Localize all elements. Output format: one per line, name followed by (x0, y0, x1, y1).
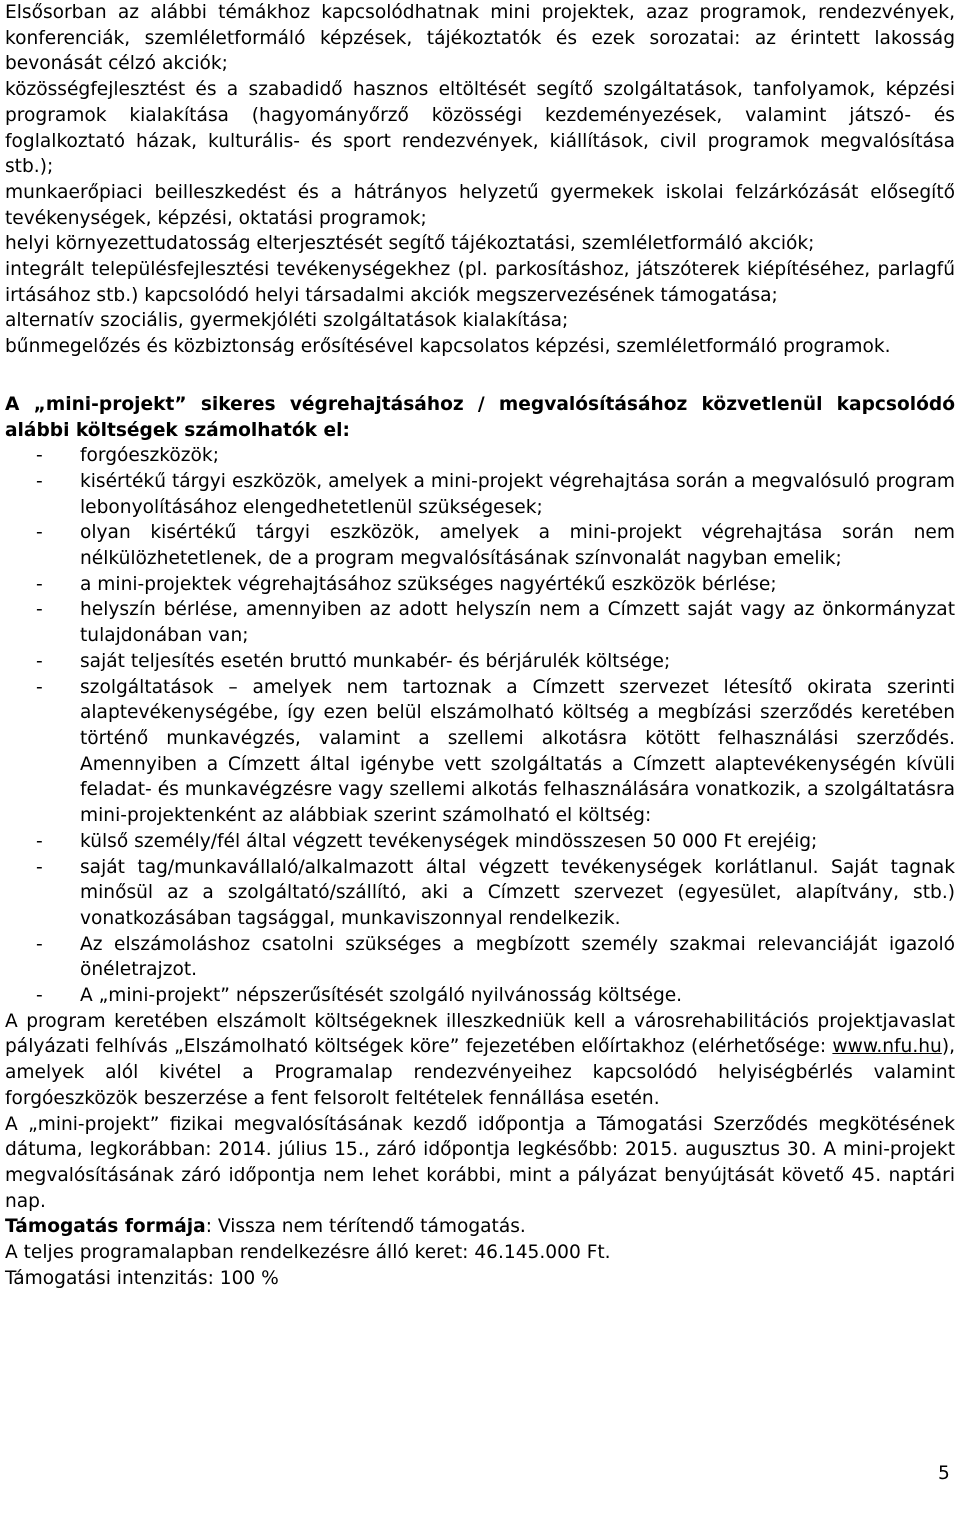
list-item-text: saját tag/munkavállaló/alkalmazott által végzett tevékenységek korlátlanul. Saját tagnak minősül az a szolgáltató/szállító, aki a Címzett szervezet (egyesület, alapítvány, stb.) vonatkozásában tagsággal, munkaviszonnyal rendelkezik. (80, 856, 955, 929)
list-item (5, 572, 955, 598)
intro-paragraph: alternatív szociális, gyermekjóléti szolgáltatások kialakítása; (5, 310, 569, 332)
list-item-text: Az elszámoláshoz csatolni szükséges a megbízott személy szakmai relevanciáját igazoló önéletrajzot. (80, 933, 955, 981)
list-item (5, 597, 955, 648)
list-item (5, 829, 955, 855)
list-item (5, 932, 955, 983)
intro-paragraph: helyi környezettudatosság elterjesztését segítő tájékoztatási, szemléletformáló akciók; (5, 233, 815, 255)
eligibility-text-after: ), amelyek alól kivétel a Programalap rendezvényeihez kapcsolódó helyiségbérlés valamint forgóeszközök beszerzése a fent felsorolt feltételek fennállása esetén. (5, 1036, 955, 1109)
intensity-line: Támogatási intenzitás: 100 % (5, 1267, 279, 1289)
support-form-value: : Vissza nem térítendő támogatás. (205, 1216, 526, 1238)
bullet-dash: - (36, 650, 43, 672)
intro-paragraph: Elsősorban az alábbi témákhoz kapcsolódhatnak mini projektek, azaz programok, rendezvények, konferenciák, szemléletformáló képzések, tájékoztatók és ezek sorozatai: az érintett lakosság bevonását célzó akciók; (5, 2, 955, 75)
bullet-dash: - (36, 985, 43, 1007)
bullet-dash: - (36, 933, 43, 955)
list-item-text: saját teljesítés esetén bruttó munkabér- és bérjárulék költsége; (80, 650, 671, 672)
bullet-dash: - (36, 573, 43, 595)
intro-paragraph: bűnmegelőzés és közbiztonság erősítésével kapcsolatos képzési, szemléletformáló programok. (5, 336, 891, 358)
timeline-paragraph: A „mini-projekt” fizikai megvalósításának kezdő időpontja a Támogatási Szerződés megkötésének dátuma, legkorábban: 2014. július 15., záró időpontja legkésőbb: 2015. augusztus 30. A mini-projekt megvalósításának záró időpontja nem lehet korábbi, mint a pályázat benyújtását követő 45. naptári nap. (5, 1113, 955, 1212)
intro-paragraph: közösségfejlesztést és a szabadidő hasznos eltöltését segítő szolgáltatások, tanfolyamok, képzési programok kialakítása (hagyományőrző közösségi kezdeményezések, valamint játszó- és foglalkoztató házak, kulturális- és sport rendezvények, kiállítások, civil programok megvalósítása stb.); (5, 79, 955, 178)
budget-line: A teljes programalapban rendelkezésre álló keret: 46.145.000 Ft. (5, 1242, 611, 1264)
intro-paragraph: integrált településfejlesztési tevékenységekhez (pl. parkosításhoz, játszóterek kiépítéséhez, parlagfű irtásához stb.) kapcsolódó helyi társadalmi akciók megszervezésének támogatása; (5, 259, 955, 306)
cost-list-b (5, 829, 955, 1009)
bullet-dash: - (36, 470, 43, 492)
list-item-text: A „mini-projekt” népszerűsítését szolgáló nyilvánosság költsége. (80, 985, 683, 1007)
intro-section (5, 0, 955, 360)
list-item-text: szolgáltatások – amelyek nem tartoznak a Címzett szervezet létesítő okirata szerinti alaptevékenységébe, így ezen belül elszámolható költség a megbízási szerződés keretében történő munkavégzés, valamint a szellemi alkotásra kötött felhasználási szerződés. Amennyiben a Címzett által igénybe vett szolgáltatás a Címzett alaptevékenységén kívüli feladat- és munkavégzésre vagy szellemi alkotás felhasználására vonatkozik, a szolgáltatásra mini-projektenként az alábbiak szerint számolható el költség: (80, 676, 955, 827)
list-item-text: a mini-projektek végrehajtásához szükséges nagyértékű eszközök bérlése; (80, 573, 777, 595)
list-item-text: forgóeszközök; (80, 445, 219, 467)
bullet-dash: - (36, 830, 43, 852)
bullet-dash: - (36, 676, 43, 698)
page-content (5, 0, 955, 1291)
list-item-text: külső személy/fél által végzett tevékenységek mindösszesen 50 000 Ft erejéig; (80, 830, 818, 852)
list-item (5, 469, 955, 520)
section-heading: A „mini-projekt” sikeres végrehajtásához / megvalósításához közvetlenül kapcsolódó alábbi költségek számolhatók el: (5, 393, 955, 441)
list-item (5, 983, 955, 1009)
list-item (5, 855, 955, 932)
cost-list-a (5, 443, 955, 829)
bullet-dash: - (36, 522, 43, 544)
intro-paragraph: munkaerőpiaci beilleszkedést és a hátrányos helyzetű gyermekek iskolai felzárkózását elősegítő tevékenységek, képzési, oktatási programok; (5, 181, 955, 229)
list-item-text: olyan kisértékű tárgyi eszközök, amelyek a mini-projekt végrehajtása során nem nélkülözhetetlenek, de a program megvalósításának színvonalát nagyban emelik; (80, 522, 955, 570)
support-form-label: Támogatás formája (5, 1216, 206, 1238)
list-item (5, 675, 955, 829)
list-item (5, 443, 955, 469)
list-item-text: helyszín bérlése, amennyiben az adott helyszín nem a Címzett saját vagy az önkormányzat tulajdonában van; (80, 599, 955, 647)
list-item (5, 649, 955, 675)
bullet-dash: - (36, 445, 43, 467)
closing-section (5, 1009, 955, 1292)
eligibility-text-before: A program keretében elszámolt költségeknek illeszkedniük kell a városrehabilitációs projektjavaslat pályázati felhívás „Elszámolható költségek köre” fejezetében előírtakhoz (elérhetősége: (5, 1010, 955, 1058)
support-form-line (5, 1214, 955, 1240)
list-item (5, 520, 955, 571)
bullet-dash: - (36, 599, 43, 621)
eligibility-paragraph (5, 1009, 955, 1112)
page-number: 5 (938, 1463, 950, 1484)
bullet-dash: - (36, 856, 43, 878)
nfu-link[interactable]: www.nfu.hu (832, 1036, 942, 1058)
list-item-text: kisértékű tárgyi eszközök, amelyek a mini-projekt végrehajtása során a megvalósuló program lebonyolításához elengedhetetlenül szükségesek; (80, 470, 955, 518)
